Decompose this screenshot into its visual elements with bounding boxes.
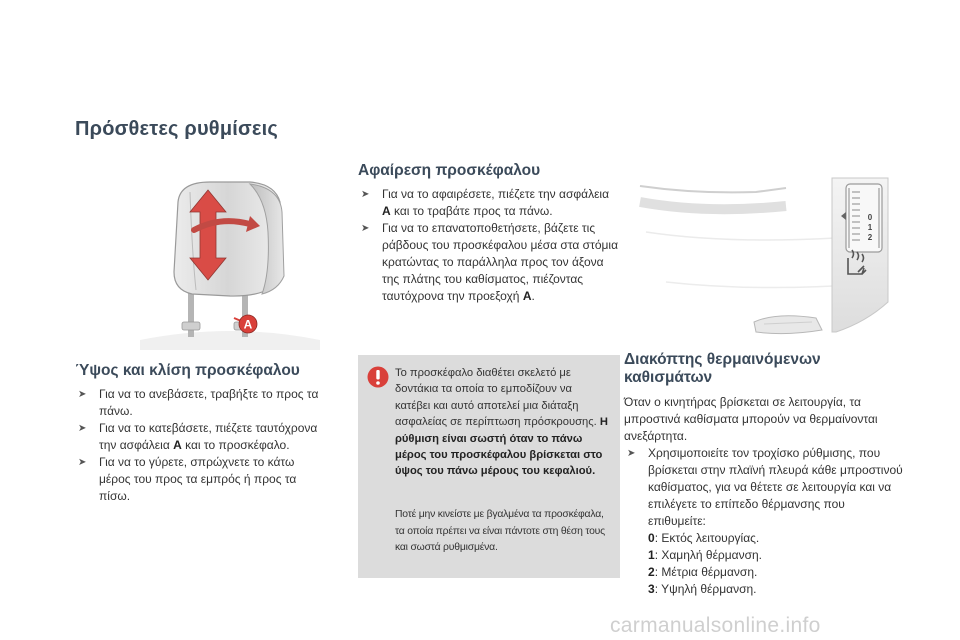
list-item: ➤ Για να το αφαιρέσετε, πιέζετε την ασφάλεια A και το τραβάτε προς τα πάνω.	[361, 187, 610, 218]
bullet-icon: ➤	[627, 448, 636, 459]
watermark: carmanualsonline.info	[610, 614, 821, 637]
list-item: ➤ Για να το επανατοποθετήσετε, βάζετε τις ράβδους του προσκέφαλου μέσα στα στόμια κρατώντας το παράλληλα προς τον άξονα της πλάτης του καθίσματος, πιέζοντας ταυτόχρονα την προεξοχή A.	[361, 221, 619, 303]
wheel-number: 1	[867, 223, 873, 232]
bullet-icon: ➤	[78, 389, 87, 400]
heated-seats-section	[624, 351, 904, 598]
warning-note: Ποτέ μην κινείστε με βγαλμένα τα προσκέφαλα, τα οποία πρέπει να είναι πάντοτε στη θέση τους και σωστά ρυθμισμένα.	[395, 509, 605, 554]
list-item: ➤ Για να το γύρετε, σπρώχνετε το κάτω μέρος του προς τα εμπρός ή προς τα πίσω.	[78, 455, 297, 503]
list-item: ➤ Για να το κατεβάσετε, πιέζετε ταυτόχρονα την ασφάλεια A και το προσκέφαλο.	[78, 421, 318, 452]
headrest-removal-section	[358, 162, 620, 305]
headrest-height-list	[75, 386, 325, 505]
level-item: 0: Εκτός λειτουργίας.	[648, 531, 760, 545]
bullet-icon: ➤	[361, 189, 370, 200]
bullet-icon: ➤	[78, 457, 87, 468]
page-title: Πρόσθετες ρυθμίσεις	[75, 118, 278, 140]
headrest-illustration	[130, 172, 330, 350]
wheel-number: 2	[867, 233, 873, 242]
level-item: 3: Υψηλή θέρμανση.	[648, 582, 757, 596]
heated-seats-title: Διακόπτης θερμαινόμενων καθισμάτων	[624, 351, 821, 386]
latch-label-a: A	[243, 317, 253, 332]
bullet-icon: ➤	[78, 423, 87, 434]
level-item: 2: Μέτρια θέρμανση.	[648, 565, 758, 579]
seat-heating-illustration	[636, 172, 892, 344]
wheel-number: 0	[867, 213, 873, 222]
warning-bold-text: Η ρύθμιση είναι σωστή όταν το πάνω μέρος του προσκέφαλου βρίσκεται στο ύψος του πάνω μέρους του κεφαλιού.	[395, 416, 608, 478]
headrest-removal-title: Αφαίρεση προσκέφαλου	[358, 162, 541, 179]
heated-seats-list	[624, 445, 904, 598]
list-item: ➤ Χρησιμοποιείτε τον τροχίσκο ρύθμισης, που βρίσκεται στην πλαϊνή πλευρά κάθε μπροστινού καθίσματος, για να θέτετε σε λειτουργία και να επιλέγετε το επίπεδο θέρμανσης που επιθυμείτε: 0: Εκτός λειτουργίας. 1: Χαμηλή θέρμανση. 2: Μέτρια θέρμανση. 3: Υψηλή θέρμανση.	[627, 446, 903, 596]
heated-seats-intro: Όταν ο κινητήρας βρίσκεται σε λειτουργία, τα μπροστινά καθίσματα μπορούν να θερμαίνονται ανεξάρτητα.	[624, 395, 878, 443]
list-item: ➤ Για να το ανεβάσετε, τραβήξτε το προς τα πάνω.	[78, 387, 319, 418]
bullet-icon: ➤	[361, 223, 370, 234]
warning-text: Το προσκέφαλο διαθέτει σκελετό με δοντάκια τα οποία το εμποδίζουν να κατέβει και αυτό αποτελεί μια διάταξη ασφαλείας σε περίπτωση πρόσκρουσης. Η ρύθμιση είναι σωστή όταν το πάνω μέρος του προσκέφαλου βρίσκεται στο ύψος του πάνω μέρους του κεφαλιού.	[395, 367, 608, 478]
warning-box	[358, 355, 620, 578]
headrest-height-title: Ύψος και κλίση προσκέφαλου	[75, 362, 300, 379]
level-item: 1: Χαμηλή θέρμανση.	[648, 548, 763, 562]
headrest-height-section	[75, 362, 325, 505]
headrest-removal-list	[358, 186, 620, 305]
warning-icon	[367, 366, 389, 388]
